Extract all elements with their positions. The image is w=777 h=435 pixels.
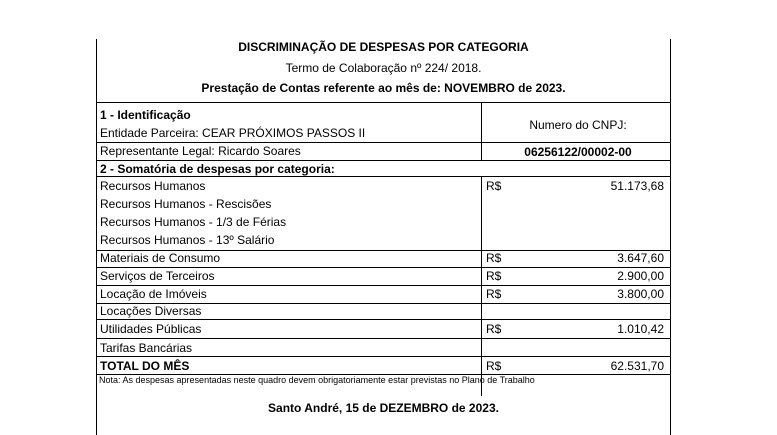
expense-label: Recursos Humanos - Rescisões — [100, 197, 272, 211]
expense-label: Utilidades Públicas — [100, 322, 202, 336]
entity-name: Entidade Parceira: CEAR PRÓXIMOS PASSOS II — [100, 126, 366, 140]
expense-label: Locação de Imóveis — [100, 287, 207, 301]
divider — [97, 142, 670, 143]
currency-symbol: R$ — [486, 251, 502, 265]
report-title: DISCRIMINAÇÃO DE DESPESAS POR CATEGORIA — [238, 40, 529, 54]
currency-symbol: R$ — [486, 322, 502, 336]
expense-label: Tarifas Bancárias — [100, 341, 193, 355]
currency-symbol: R$ — [486, 287, 502, 301]
divider — [97, 267, 670, 268]
identification-section-title: 1 - Identificação — [100, 108, 191, 122]
currency-symbol: R$ — [486, 179, 502, 193]
expense-value: 3.647,60 — [617, 251, 664, 265]
expense-label: Materiais de Consumo — [100, 251, 221, 265]
expense-label: Recursos Humanos — [100, 179, 206, 193]
total-value: 62.531,70 — [610, 359, 664, 373]
total-label: TOTAL DO MÊS — [100, 359, 190, 373]
expense-label: Recursos Humanos - 13º Salário — [100, 233, 275, 247]
divider — [97, 319, 670, 320]
divider — [97, 338, 670, 339]
expense-report-sheet — [96, 39, 671, 435]
column-divider — [481, 102, 482, 160]
report-period: Prestação de Contas referente ao mês de: NOVEMBRO de 2023. — [201, 81, 566, 95]
expense-label: Locações Diversas — [100, 304, 202, 318]
expense-value: 2.900,00 — [617, 269, 664, 283]
expense-value: 1.010,42 — [617, 322, 664, 336]
divider — [97, 356, 670, 357]
cnpj-label: Numero do CNPJ: — [529, 118, 627, 132]
expense-value: 3.800,00 — [617, 287, 664, 301]
expense-value: 51.173,68 — [610, 179, 664, 193]
expenses-section-title: 2 - Somatória de despesas por categoria: — [100, 162, 335, 176]
cnpj-value: 06256122/00002-00 — [524, 145, 632, 159]
date-line: Santo André, 15 de DEZEMBRO de 2023. — [268, 401, 499, 415]
expense-label: Serviços de Terceiros — [100, 269, 215, 283]
divider — [97, 160, 670, 161]
legal-representative: Representante Legal: Ricardo Soares — [100, 144, 301, 158]
currency-symbol: R$ — [486, 269, 502, 283]
expense-label: Recursos Humanos - 1/3 de Férias — [100, 215, 287, 229]
report-subtitle: Termo de Colaboração nº 224/ 2018. — [285, 61, 482, 75]
divider — [97, 176, 670, 177]
divider — [97, 102, 670, 103]
column-divider — [481, 176, 482, 396]
currency-symbol: R$ — [486, 359, 502, 373]
footer-note: Nota: As despesas apresentadas neste quadro devem obrigatoriamente estar previstas no Plano de Trabalho — [99, 375, 535, 385]
divider — [97, 285, 670, 286]
